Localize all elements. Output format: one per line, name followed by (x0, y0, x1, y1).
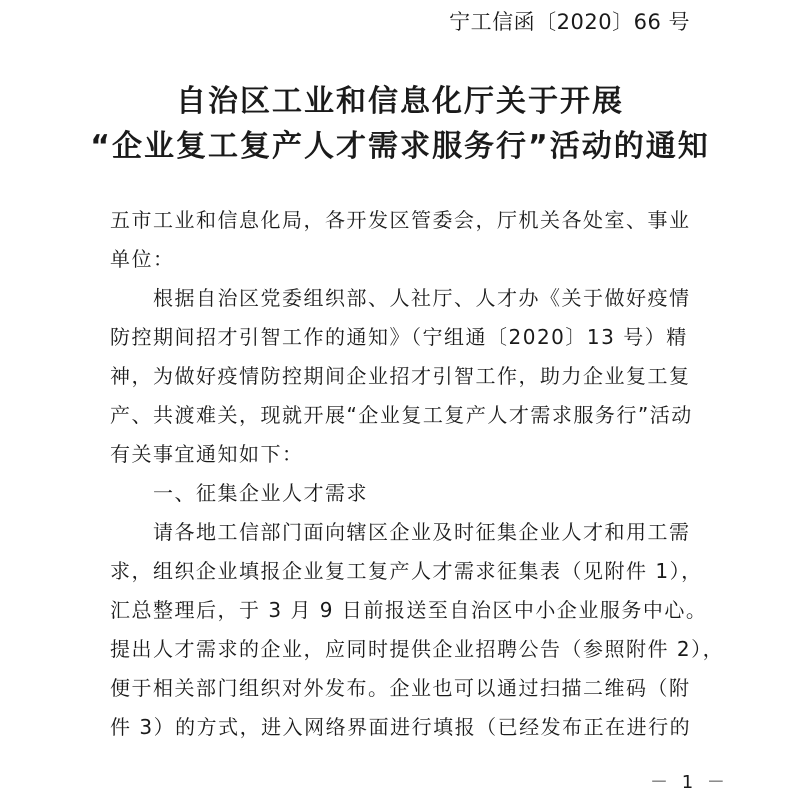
body-line: 件 3）的方式，进入网络界面进行填报（已经发布正在进行的 (110, 715, 692, 739)
document-number: 宁工信函〔2020〕66 号 (449, 10, 690, 34)
body-line: 单位： (110, 247, 175, 271)
document-title-line-1: 自治区工业和信息化厅关于开展 (176, 84, 624, 119)
body-line: 防控期间招才引智工作的通知》（宁组通〔2020〕13 号）精 (110, 325, 688, 349)
body-line: 求，组织企业填报企业复工复产人才需求征集表（见附件 1）， (110, 559, 703, 583)
body-line: 汇总整理后，于 3 月 9 日前报送至自治区中小企业服务中心。 (110, 598, 708, 622)
section-heading: 一、征集企业人才需求 (110, 481, 368, 505)
body-line: 提出人才需求的企业，应同时提供企业招聘公告（参照附件 2）， (110, 637, 725, 661)
body-line: 神，为做好疫情防控期间企业招才引智工作，助力企业复工复 (110, 364, 691, 388)
body-line: 根据自治区党委组织部、人社厅、人才办《关于做好疫情 (110, 286, 691, 310)
body-line: 请各地工信部门面向辖区企业及时征集企业人才和用工需 (110, 520, 691, 544)
body-line: 产、共渡难关，现就开展“企业复工复产人才需求服务行”活动 (110, 403, 693, 427)
body-line: 便于相关部门组织对外发布。企业也可以通过扫描二维码（附 (110, 676, 691, 700)
page-number: － 1 － (650, 772, 729, 793)
document-title-line-2: “企业复工复产人才需求服务行”活动的通知 (90, 129, 710, 164)
body-line: 有关事宜通知如下： (110, 442, 304, 466)
body-line: 五市工业和信息化局，各开发区管委会，厅机关各处室、事业 (110, 208, 691, 232)
